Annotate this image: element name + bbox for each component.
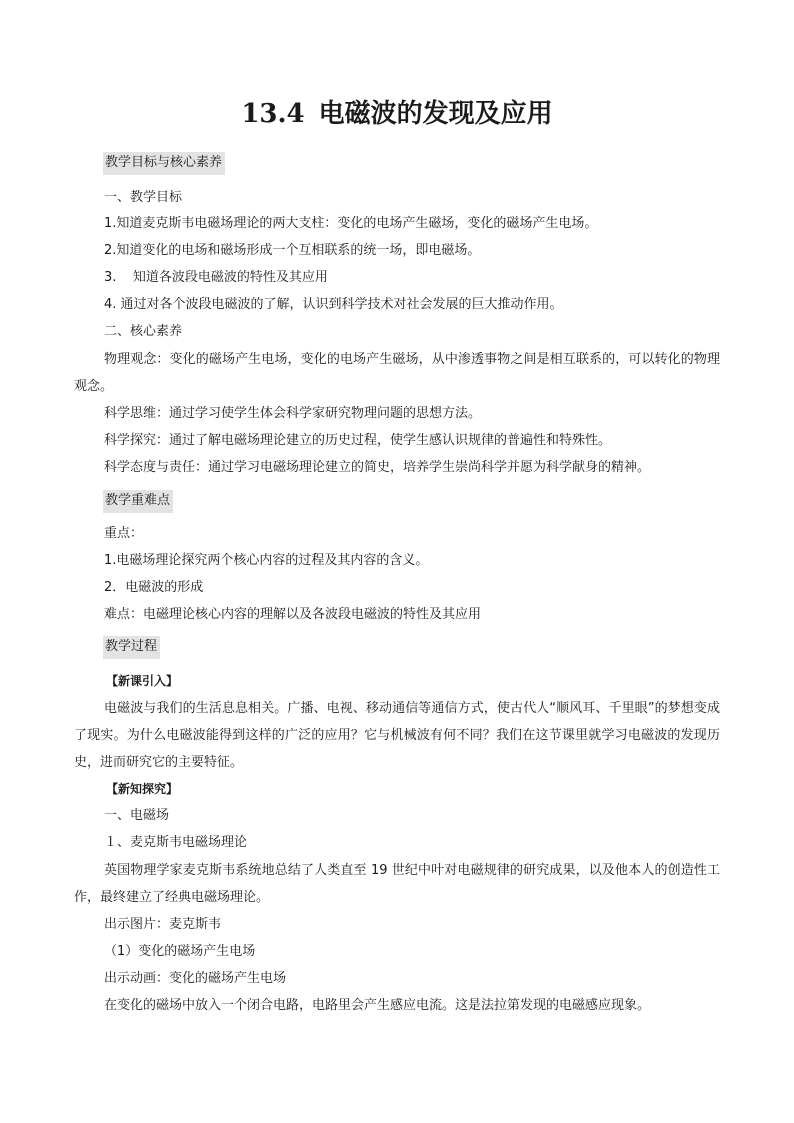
goals-heading: 一、教学目标 [104,190,183,205]
induction-paragraph: 在变化的磁场中放入一个闭合电路，电路里会产生感应电流。这是法拉第发现的电磁感应现象。 [104,998,651,1013]
core-literacy-heading: 二、核心素养 [104,324,183,339]
core-literacy-3: 科学探究：通过了解电磁场理论建立的历史过程，使学生感认识规律的普遍性和特殊性。 [104,433,612,448]
section-goals-heading: 教学目标与核心素养 [103,152,225,175]
section-process-heading: 教学过程 [103,636,160,659]
key-points-label: 重点： [104,526,144,541]
goal-3: 3. 知道各波段电磁波的特性及其应用 [104,270,328,285]
intro-label: 【新课引入】 [106,674,179,688]
show-animation-line: 出示动画：变化的磁场产生电场 [104,971,287,986]
item-changing-magnetic-field: （1）变化的磁场产生电场 [104,944,256,959]
intro-paragraph: 电磁波与我们的生活息息相关。广播、电视、移动通信等通信方式，使古代人“顺风耳、千里眼”的梦想变成了现实。为什么电磁波能得到这样的广泛的应用？它与机械波有何不同？我们在这节课里就学习电磁波的发现历史，进而研究它的主要特征。 [74,701,720,770]
goal-1: 1.知道麦克斯韦电磁场理论的两大支柱：变化的电场产生磁场，变化的磁场产生电场。 [104,216,598,231]
core-literacy-4: 科学态度与责任：通过学习电磁场理论建立的简史，培养学生崇尚科学并愿为科学献身的精神。 [104,460,651,475]
section-key-points-heading: 教学重难点 [103,490,173,513]
core-literacy-1: 物理观念：变化的磁场产生电场，变化的电场产生磁场，从中渗透事物之间是相互联系的，可以转化的物理观念。 [74,352,720,394]
subsection-em-field: 一、电磁场 [104,808,170,823]
title-number: 13.4 [241,99,305,129]
key-point-1: 1.电磁场理论探究两个核心内容的过程及其内容的含义。 [104,553,429,568]
title-text: 电磁波的发现及应用 [318,99,553,129]
show-image-line: 出示图片：麦克斯韦 [104,917,222,932]
goal-2: 2.知道变化的电场和磁场形成一个互相联系的统一场，即电磁场。 [104,243,481,258]
core-literacy-2: 科学思维：通过学习使学生体会科学家研究物理问题的思想方法。 [104,406,482,421]
key-point-2: 2．电磁波的形成 [104,580,204,595]
page-title [0,94,794,134]
goal-4: 4. 通过对各个波段电磁波的了解，认识到科学技术对社会发展的巨大推动作用。 [104,297,563,312]
subsection-maxwell-theory: １、麦克斯韦电磁场理论 [104,835,248,850]
explore-label: 【新知探究】 [106,782,179,796]
difficult-point: 难点：电磁理论核心内容的理解以及各波段电磁波的特性及其应用 [104,607,482,622]
maxwell-paragraph: 英国物理学家麦克斯韦系统地总结了人类直至 19 世纪中叶对电磁规律的研究成果，以及他本人的创造性工作，最终建立了经典电磁场理论。 [74,863,720,905]
